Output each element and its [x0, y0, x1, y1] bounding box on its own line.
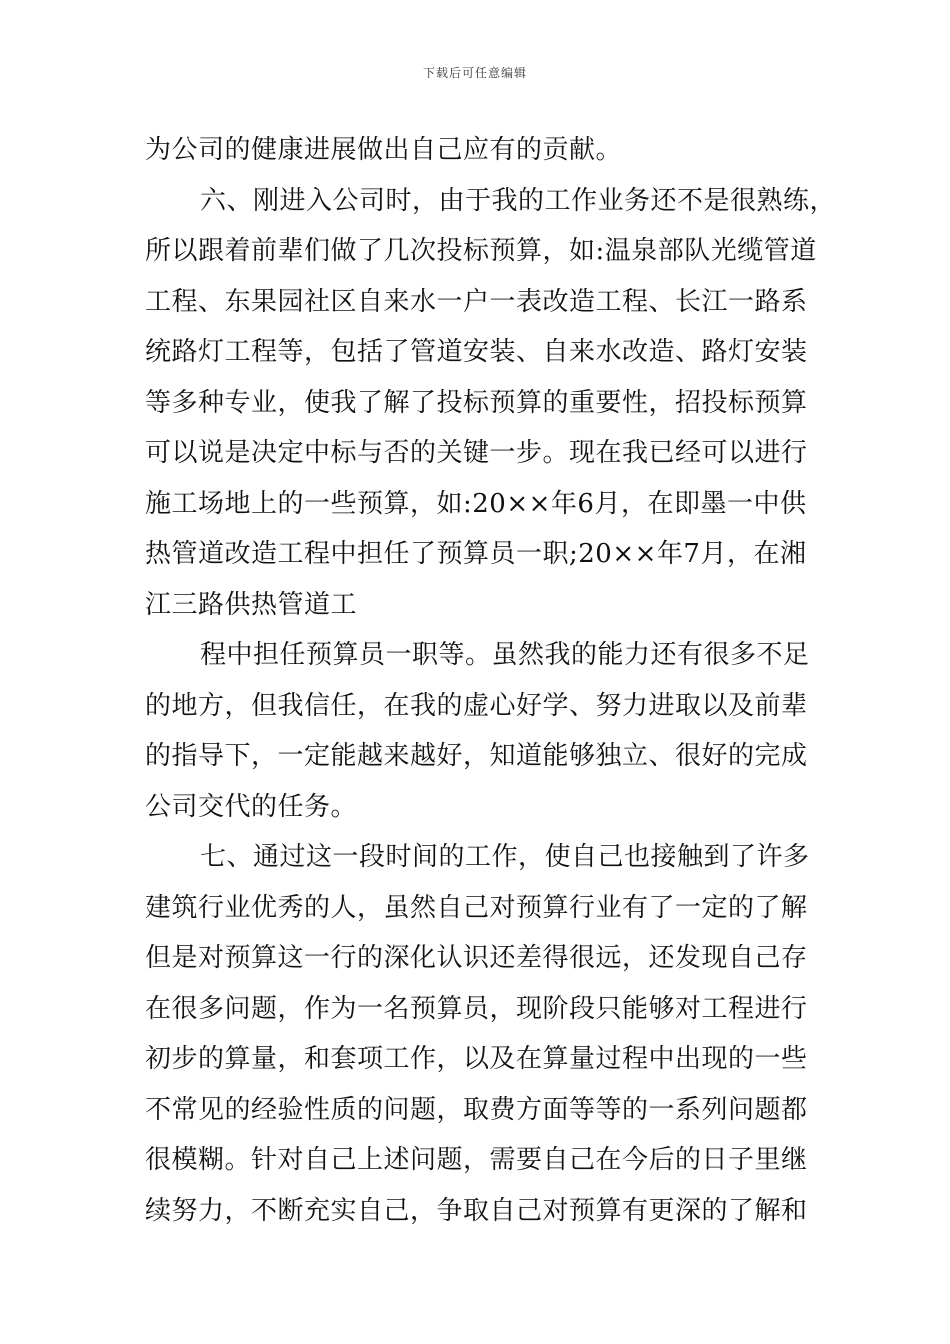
text-line: 初步的算量，和套项工作，以及在算量过程中出现的一些 [145, 1044, 808, 1074]
text-line: 在很多问题，作为一名预算员，现阶段只能够对工程进行 [145, 993, 808, 1024]
paragraph-start-line: 七、通过这一段时间的工作，使自己也接触到了许多 [200, 842, 810, 872]
text-line: 等多种专业，使我了解了投标预算的重要性，招投标预算 [145, 387, 808, 418]
text-line: 为公司的健康进展做出自己应有的贡献。 [145, 135, 623, 165]
text-line: 建筑行业优秀的人，虽然自己对预算行业有了一定的了解 [145, 892, 808, 923]
text-line: 但是对预算这一行的深化认识还差得很远，还发现自己存 [145, 943, 808, 973]
paragraph-start-line: 六、刚进入公司时，由于我的工作业务还不是很熟练， [200, 185, 837, 216]
document-body [145, 125, 837, 1236]
text-line: 的指导下，一定能越来越好，知道能够独立、很好的完成 [145, 741, 808, 771]
text-line: 统路灯工程等，包括了管道安装、自来水改造、路灯安装 [145, 337, 808, 367]
text-line: 热管道改造工程中担任了预算员一职;20××年7月，在湘 [145, 539, 807, 569]
text-line: 施工场地上的一些预算，如:20××年6月，在即墨一中供 [145, 488, 807, 519]
page-header: 下载后可任意编辑 [422, 66, 527, 80]
text-line: 公司交代的任务。 [145, 791, 358, 822]
text-line: 工程、东果园社区自来水一户一表改造工程、长江一路系 [145, 286, 808, 317]
text-line: 江三路供热管道工 [145, 589, 358, 620]
text-line: 很模糊。针对自己上述问题，需要自己在今后的日子里继 [145, 1145, 808, 1175]
text-line: 不常见的经验性质的问题，取费方面等等的一系列问题都 [145, 1094, 808, 1125]
text-line: 续努力，不断充实自己，争取自己对预算有更深的了解和 [145, 1195, 808, 1226]
text-line: 的地方，但我信任，在我的虚心好学、努力进取以及前辈 [145, 690, 808, 721]
paragraph-start-line: 程中担任预算员一职等。虽然我的能力还有很多不足 [200, 640, 810, 670]
text-line: 所以跟着前辈们做了几次投标预算，如:温泉部队光缆管道 [145, 236, 817, 266]
text-line: 可以说是决定中标与否的关键一步。现在我已经可以进行 [145, 438, 808, 468]
